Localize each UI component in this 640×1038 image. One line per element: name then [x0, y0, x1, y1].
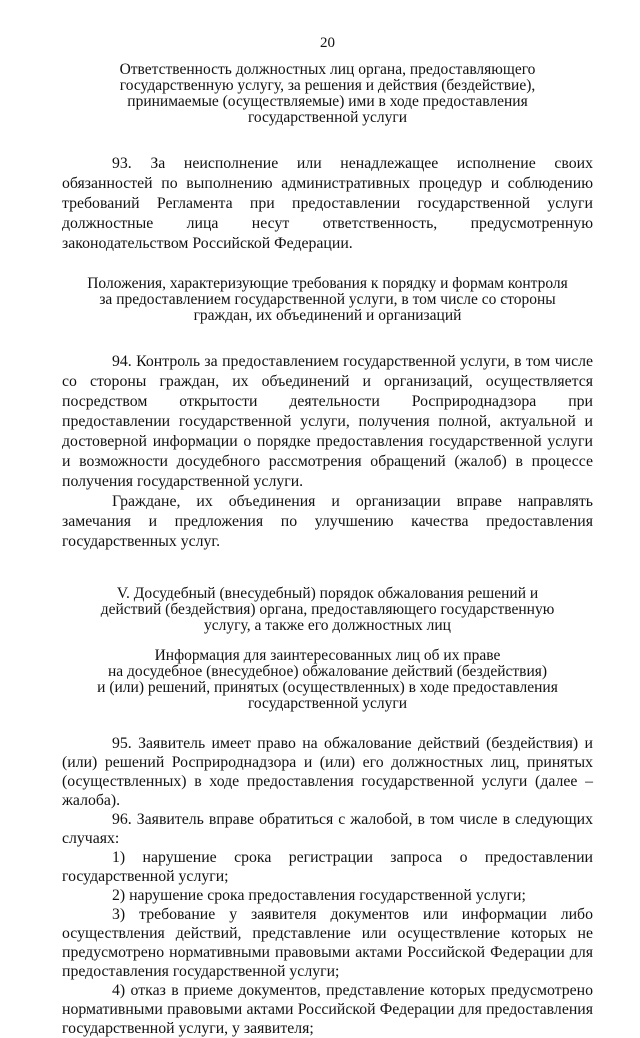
heading-line: V. Досудебный (внесудебный) порядок обжалования решений и — [116, 585, 539, 602]
list-item-2: 2) нарушение срока предоставления государственной услуги; — [112, 887, 526, 904]
paragraph-95: 95. Заявитель имеет право на обжалование действий (бездействия) и (или) решений Росприроднадзора и (или) его должностных лиц, принятых (осуществленных) в ходе предоставления государственной услуги (далее – жалоба). — [62, 735, 593, 809]
document-page — [62, 34, 593, 1038]
chapter-heading-v — [62, 586, 593, 634]
section-heading-responsibility — [62, 62, 593, 126]
section-heading-control — [62, 276, 593, 324]
paragraph-93: 93. За неисполнение или ненадлежащее исполнение своих обязанностей по выполнению административных процедур и соблюдению требований Регламента при предоставлении государственной услуги должностные лица несут ответственность, предусмотренную законодательством Российской Федерации. — [62, 155, 593, 252]
paragraph-96: 96. Заявитель вправе обратиться с жалобой, в том числе в следующих случаях: — [62, 811, 593, 847]
heading-line: Информация для заинтересованных лиц об их праве — [154, 647, 501, 664]
heading-line: за предоставлением государственной услуги, в том числе со стороны — [99, 291, 556, 308]
heading-line: действий (бездействия) органа, предоставляющего государственную — [100, 601, 555, 618]
heading-line: и (или) решений, принятых (осуществленных) в ходе предоставления — [97, 679, 558, 696]
heading-line: услугу, а также его должностных лиц — [204, 617, 451, 634]
heading-line: государственной услуги — [247, 695, 408, 712]
heading-line: граждан, их объединений и организаций — [193, 307, 462, 324]
heading-line: государственной услуги — [247, 109, 408, 126]
paragraph-94: 94. Контроль за предоставлением государственной услуги, в том числе со стороны граждан, их объединений и организаций, осуществляется посредством открытости деятельности Росприроднадзора при предоставлении государственной услуги, получения полной, актуальной и достоверной информации о порядке предоставления государственной услуги и возможности досудебного рассмотрения обращений (жалоб) в процессе получения государственной услуги. — [62, 353, 593, 490]
heading-line: принимаемые (осуществляемые) ими в ходе предоставления — [127, 93, 528, 110]
heading-line: Ответственность должностных лиц органа, предоставляющего — [119, 61, 536, 78]
heading-line: государственную услугу, за решения и действия (бездействие), — [119, 77, 536, 94]
page-number: 20 — [320, 35, 335, 51]
paragraph-94-citizens: Граждане, их объединения и организации вправе направлять замечания и предложения по улучшению качества предоставления государственных услуг. — [62, 493, 593, 550]
list-item-3: 3) требование у заявителя документов или информации либо осуществления действий, представление или осуществление которых не предусмотрено нормативными правовыми актами Российской Федерации для предоставления государственной услуги; — [62, 906, 593, 980]
section-heading-appeal-info — [62, 648, 593, 712]
list-item-4: 4) отказ в приеме документов, представление которых предусмотрено нормативными правовыми актами Российской Федерации для предоставления государственной услуги, у заявителя; — [62, 982, 593, 1037]
heading-line: на досудебное (внесудебное) обжалование действий (бездействия) — [107, 663, 548, 680]
list-item-1: 1) нарушение срока регистрации запроса о предоставлении государственной услуги; — [62, 849, 593, 885]
heading-line: Положения, характеризующие требования к порядку и формам контроля — [87, 275, 568, 292]
